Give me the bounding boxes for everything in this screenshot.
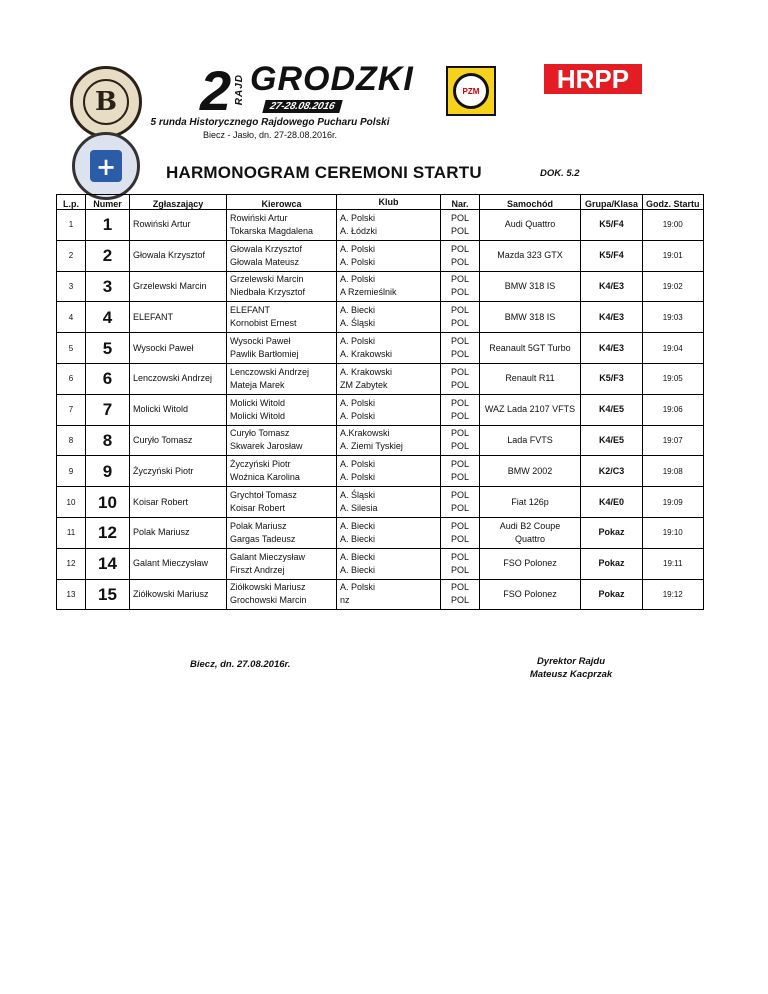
co-driver-nationality: POL bbox=[450, 595, 469, 606]
cell-start-time: 19:02 bbox=[643, 271, 704, 302]
co-driver-name: Mateja Marek bbox=[230, 379, 285, 390]
cell-group-class: K5/F3 bbox=[581, 363, 643, 394]
cell-start-time: 19:09 bbox=[643, 487, 704, 518]
driver-club: A. Biecki bbox=[340, 520, 376, 531]
driver-nationality: POL bbox=[450, 582, 469, 593]
table-row bbox=[57, 487, 704, 518]
driver-nationality: POL bbox=[450, 305, 469, 316]
header-numer: Numer bbox=[86, 195, 130, 210]
co-driver-club: A. Biecki bbox=[340, 564, 376, 575]
cell-clubs bbox=[337, 302, 441, 333]
cell-lp: 9 bbox=[57, 456, 86, 487]
cell-drivers bbox=[227, 271, 337, 302]
driver-name: Grzelewski Marcin bbox=[230, 274, 304, 285]
car-name: Audi B2 Coupe bbox=[499, 520, 561, 531]
cell-drivers bbox=[227, 517, 337, 548]
cell-group-class: Pokaz bbox=[581, 579, 643, 610]
cell-lp: 1 bbox=[57, 210, 86, 241]
co-driver-club: A. Polski bbox=[340, 410, 376, 421]
rescue-cross-icon: + bbox=[90, 150, 122, 182]
cell-group-class: K4/E3 bbox=[581, 333, 643, 364]
rajd-logo-word: RAJD bbox=[234, 74, 245, 106]
cell-clubs bbox=[337, 487, 441, 518]
cell-car bbox=[480, 548, 581, 579]
rajd-grodzki-logo bbox=[200, 59, 414, 122]
document-number: DOK. 5.2 bbox=[540, 168, 580, 179]
cell-start-number: 7 bbox=[86, 394, 130, 425]
cell-drivers bbox=[227, 425, 337, 456]
co-driver-name: Firszt Andrzej bbox=[230, 564, 285, 575]
cell-lp: 2 bbox=[57, 240, 86, 271]
cell-nationality bbox=[441, 210, 480, 241]
header-klub: Klub bbox=[337, 195, 441, 210]
header-lp: L.p. bbox=[57, 195, 86, 210]
cell-group-class: K4/E3 bbox=[581, 302, 643, 333]
car-name: WAZ Lada 2107 VFTS bbox=[484, 404, 576, 415]
co-driver-nationality: POL bbox=[450, 441, 469, 452]
event-location-dates: Biecz - Jasło, dn. 27-28.08.2016r. bbox=[202, 130, 338, 140]
co-driver-club: A. Silesia bbox=[340, 503, 378, 514]
car-name: FSO Polonez bbox=[503, 558, 557, 569]
co-driver-nationality: POL bbox=[450, 533, 469, 544]
cell-group-class: K4/E0 bbox=[581, 487, 643, 518]
cell-car bbox=[480, 302, 581, 333]
co-driver-club: A. Ziemi Tyskiej bbox=[340, 441, 403, 452]
rajd-logo-dates: 27-28.08.2016 bbox=[262, 100, 342, 113]
car-name: FSO Polonez bbox=[503, 588, 557, 599]
signer-name: Mateusz Kacprzak bbox=[529, 669, 613, 680]
cell-entrant: Ziółkowski Mariusz bbox=[130, 579, 227, 610]
table-row bbox=[57, 517, 704, 548]
driver-nationality: POL bbox=[450, 397, 469, 408]
cell-entrant: Galant Mieczysław bbox=[130, 548, 227, 579]
driver-name: Rowiński Artur bbox=[230, 212, 288, 223]
cell-car bbox=[480, 333, 581, 364]
cell-entrant: Lenczowski Andrzej bbox=[130, 363, 227, 394]
pzm-logo bbox=[446, 66, 496, 116]
cell-drivers bbox=[227, 456, 337, 487]
co-driver-name: Głowala Mateusz bbox=[230, 256, 300, 267]
driver-club: A. Biecki bbox=[340, 551, 376, 562]
cell-entrant: Życzyński Piotr bbox=[130, 456, 227, 487]
driver-name: Galant Mieczysław bbox=[230, 551, 306, 562]
co-driver-club: A Rzemieślnik bbox=[340, 287, 397, 298]
driver-name: Wysocki Paweł bbox=[230, 336, 291, 347]
cell-entrant: Curyło Tomasz bbox=[130, 425, 227, 456]
cell-drivers bbox=[227, 548, 337, 579]
cell-start-number: 5 bbox=[86, 333, 130, 364]
cell-clubs bbox=[337, 240, 441, 271]
cell-start-number: 6 bbox=[86, 363, 130, 394]
car-name: Reanault 5GT Turbo bbox=[489, 342, 571, 353]
driver-name: Grychtoł Tomasz bbox=[230, 490, 297, 501]
cell-start-time: 19:07 bbox=[643, 425, 704, 456]
cell-entrant: Molicki Witold bbox=[130, 394, 227, 425]
rajd-logo-name: GRODZKI bbox=[250, 60, 414, 98]
driver-club: A. Polski bbox=[340, 459, 376, 470]
co-driver-club: nz bbox=[340, 595, 350, 606]
table-row bbox=[57, 456, 704, 487]
driver-nationality: POL bbox=[450, 366, 469, 377]
header-kierowca: Kierowca bbox=[227, 195, 337, 210]
cell-clubs bbox=[337, 333, 441, 364]
driver-nationality: POL bbox=[450, 336, 469, 347]
table-row bbox=[57, 548, 704, 579]
cell-nationality bbox=[441, 363, 480, 394]
car-name: Lada FVTS bbox=[507, 434, 553, 445]
rajd-logo-number: 2 bbox=[200, 59, 232, 122]
co-driver-name: Molicki Witold bbox=[230, 410, 286, 421]
driver-club: A. Krakowski bbox=[340, 366, 393, 377]
cell-car bbox=[480, 363, 581, 394]
driver-nationality: POL bbox=[450, 428, 469, 439]
driver-name: Lenczowski Andrzej bbox=[230, 366, 310, 377]
table-row bbox=[57, 363, 704, 394]
cell-start-number: 9 bbox=[86, 456, 130, 487]
cell-start-number: 15 bbox=[86, 579, 130, 610]
cell-drivers bbox=[227, 394, 337, 425]
cell-start-time: 19:11 bbox=[643, 548, 704, 579]
cell-clubs bbox=[337, 456, 441, 487]
cell-group-class: K2/C3 bbox=[581, 456, 643, 487]
cell-car bbox=[480, 487, 581, 518]
cell-entrant: Polak Mariusz bbox=[130, 517, 227, 548]
cell-nationality bbox=[441, 240, 480, 271]
cell-group-class: K4/E5 bbox=[581, 425, 643, 456]
cell-group-class: Pokaz bbox=[581, 548, 643, 579]
cell-start-number: 8 bbox=[86, 425, 130, 456]
driver-name: Polak Mariusz bbox=[230, 520, 287, 531]
hrpp-logo: HRPP bbox=[544, 64, 642, 94]
cell-lp: 11 bbox=[57, 517, 86, 548]
cell-car bbox=[480, 271, 581, 302]
driver-nationality: POL bbox=[450, 520, 469, 531]
cell-drivers bbox=[227, 487, 337, 518]
cell-entrant: Grzelewski Marcin bbox=[130, 271, 227, 302]
cell-start-time: 19:10 bbox=[643, 517, 704, 548]
car-name: Fiat 126p bbox=[511, 496, 549, 507]
cell-group-class: K5/F4 bbox=[581, 240, 643, 271]
co-driver-club: A. Polski bbox=[340, 256, 376, 267]
co-driver-name: Woźnica Karolina bbox=[230, 472, 300, 483]
cell-drivers bbox=[227, 210, 337, 241]
cell-lp: 7 bbox=[57, 394, 86, 425]
table-row bbox=[57, 425, 704, 456]
header-zglaszajacy: Zgłaszający bbox=[130, 195, 227, 210]
co-driver-nationality: POL bbox=[450, 410, 469, 421]
cell-clubs bbox=[337, 394, 441, 425]
header-nar: Nar. bbox=[441, 195, 480, 210]
cell-nationality bbox=[441, 271, 480, 302]
co-driver-club: A. Śląski bbox=[340, 318, 376, 329]
co-driver-name: Skwarek Jarosław bbox=[230, 441, 303, 452]
co-driver-nationality: POL bbox=[450, 379, 469, 390]
document-title: HARMONOGRAM CEREMONI STARTU bbox=[166, 163, 482, 182]
cell-start-time: 19:06 bbox=[643, 394, 704, 425]
driver-nationality: POL bbox=[450, 274, 469, 285]
co-driver-nationality: POL bbox=[450, 349, 469, 360]
cell-entrant: Rowiński Artur bbox=[130, 210, 227, 241]
driver-club: A.Krakowski bbox=[340, 428, 390, 439]
driver-nationality: POL bbox=[450, 490, 469, 501]
car-name-line2: Quattro bbox=[514, 533, 545, 544]
pzm-wheel-icon: PZM bbox=[453, 73, 489, 109]
footer-place-date: Biecz, dn. 27.08.2016r. bbox=[190, 659, 291, 670]
driver-club: A. Biecki bbox=[340, 305, 376, 316]
cell-entrant: Głowala Krzysztof bbox=[130, 240, 227, 271]
cell-start-time: 19:01 bbox=[643, 240, 704, 271]
table-row bbox=[57, 394, 704, 425]
driver-nationality: POL bbox=[450, 459, 469, 470]
co-driver-nationality: POL bbox=[450, 225, 469, 236]
co-driver-nationality: POL bbox=[450, 503, 469, 514]
cell-nationality bbox=[441, 425, 480, 456]
cell-lp: 10 bbox=[57, 487, 86, 518]
cell-lp: 8 bbox=[57, 425, 86, 456]
cell-start-time: 19:03 bbox=[643, 302, 704, 333]
cell-lp: 13 bbox=[57, 579, 86, 610]
cell-nationality bbox=[441, 579, 480, 610]
driver-club: A. Śląski bbox=[340, 490, 376, 501]
cell-group-class: K4/E3 bbox=[581, 271, 643, 302]
table-row bbox=[57, 271, 704, 302]
driver-club: A. Polski bbox=[340, 243, 376, 254]
cell-clubs bbox=[337, 271, 441, 302]
cell-nationality bbox=[441, 548, 480, 579]
co-driver-nationality: POL bbox=[450, 564, 469, 575]
cell-car bbox=[480, 240, 581, 271]
cell-start-time: 19:04 bbox=[643, 333, 704, 364]
event-subtitle: 5 runda Historycznego Rajdowego Pucharu Polski bbox=[150, 117, 390, 128]
driver-nationality: POL bbox=[450, 551, 469, 562]
driver-name: Życzyński Piotr bbox=[230, 459, 291, 470]
cell-nationality bbox=[441, 394, 480, 425]
automobilklub-logo-letter: B bbox=[83, 79, 129, 125]
co-driver-nationality: POL bbox=[450, 256, 469, 267]
car-name: BMW 318 IS bbox=[504, 311, 556, 322]
cell-clubs bbox=[337, 579, 441, 610]
cell-start-number: 3 bbox=[86, 271, 130, 302]
cell-nationality bbox=[441, 456, 480, 487]
co-driver-nationality: POL bbox=[450, 472, 469, 483]
co-driver-name: Koisar Robert bbox=[230, 503, 286, 514]
cell-car bbox=[480, 425, 581, 456]
table-header-row bbox=[57, 195, 704, 210]
co-driver-club: A. Polski bbox=[340, 472, 376, 483]
table-row bbox=[57, 333, 704, 364]
driver-club: A. Polski bbox=[340, 397, 376, 408]
cell-lp: 4 bbox=[57, 302, 86, 333]
header-godz-startu: Godz. Startu bbox=[643, 195, 704, 210]
cell-start-number: 14 bbox=[86, 548, 130, 579]
table-row bbox=[57, 579, 704, 610]
cell-nationality bbox=[441, 302, 480, 333]
cell-drivers bbox=[227, 579, 337, 610]
cell-start-number: 2 bbox=[86, 240, 130, 271]
driver-nationality: POL bbox=[450, 243, 469, 254]
driver-club: A. Polski bbox=[340, 336, 376, 347]
co-driver-name: Gargas Tadeusz bbox=[230, 533, 296, 544]
cell-start-number: 4 bbox=[86, 302, 130, 333]
driver-club: A. Polski bbox=[340, 274, 376, 285]
car-name: Renault R11 bbox=[505, 373, 555, 384]
driver-name: ELEFANT bbox=[230, 305, 271, 316]
cell-car bbox=[480, 579, 581, 610]
cell-clubs bbox=[337, 517, 441, 548]
car-name: Audi Quattro bbox=[504, 219, 556, 230]
cell-lp: 6 bbox=[57, 363, 86, 394]
co-driver-nationality: POL bbox=[450, 318, 469, 329]
car-name: BMW 2002 bbox=[507, 465, 553, 476]
car-name: BMW 318 IS bbox=[504, 280, 556, 291]
cell-start-time: 19:12 bbox=[643, 579, 704, 610]
signer-title: Dyrektor Rajdu bbox=[536, 656, 606, 667]
cell-clubs bbox=[337, 425, 441, 456]
driver-name: Głowala Krzysztof bbox=[230, 243, 303, 254]
table-row bbox=[57, 240, 704, 271]
cell-lp: 12 bbox=[57, 548, 86, 579]
cell-nationality bbox=[441, 333, 480, 364]
cell-nationality bbox=[441, 487, 480, 518]
co-driver-nationality: POL bbox=[450, 287, 469, 298]
cell-car bbox=[480, 456, 581, 487]
cell-car bbox=[480, 517, 581, 548]
co-driver-name: Kornobist Ernest bbox=[230, 318, 297, 329]
header-grupa-klasa: Grupa/Klasa bbox=[581, 195, 643, 210]
cell-group-class: K5/F4 bbox=[581, 210, 643, 241]
cell-group-class: Pokaz bbox=[581, 517, 643, 548]
cell-entrant: Wysocki Paweł bbox=[130, 333, 227, 364]
cell-start-number: 1 bbox=[86, 210, 130, 241]
co-driver-club: A. Biecki bbox=[340, 533, 376, 544]
cell-start-number: 12 bbox=[86, 517, 130, 548]
rescue-club-logo bbox=[72, 132, 140, 200]
co-driver-name: Niedbała Krzysztof bbox=[230, 287, 306, 298]
cell-drivers bbox=[227, 333, 337, 364]
cell-entrant: Koisar Robert bbox=[130, 487, 227, 518]
cell-clubs bbox=[337, 363, 441, 394]
cell-clubs bbox=[337, 548, 441, 579]
driver-name: Molicki Witold bbox=[230, 397, 286, 408]
cell-start-time: 19:08 bbox=[643, 456, 704, 487]
driver-nationality: POL bbox=[450, 212, 469, 223]
driver-name: Ziółkowski Mariusz bbox=[230, 582, 306, 593]
cell-group-class: K4/E5 bbox=[581, 394, 643, 425]
co-driver-club: A. Łódzki bbox=[340, 225, 378, 236]
table-row bbox=[57, 210, 704, 241]
cell-lp: 5 bbox=[57, 333, 86, 364]
car-name: Mazda 323 GTX bbox=[497, 250, 563, 261]
co-driver-club: ZM Zabytek bbox=[340, 379, 388, 390]
cell-start-number: 10 bbox=[86, 487, 130, 518]
start-schedule-table bbox=[56, 194, 704, 610]
driver-name: Curyło Tomasz bbox=[230, 428, 290, 439]
cell-nationality bbox=[441, 517, 480, 548]
cell-clubs bbox=[337, 210, 441, 241]
cell-lp: 3 bbox=[57, 271, 86, 302]
cell-start-time: 19:05 bbox=[643, 363, 704, 394]
header-samochod: Samochód bbox=[480, 195, 581, 210]
driver-club: A. Polski bbox=[340, 212, 376, 223]
co-driver-name: Pawlik Bartłomiej bbox=[230, 349, 299, 360]
cell-drivers bbox=[227, 363, 337, 394]
cell-drivers bbox=[227, 240, 337, 271]
cell-start-time: 19:00 bbox=[643, 210, 704, 241]
co-driver-name: Tokarska Magdalena bbox=[230, 225, 314, 236]
cell-car bbox=[480, 394, 581, 425]
co-driver-club: A. Krakowski bbox=[340, 349, 393, 360]
cell-car bbox=[480, 210, 581, 241]
cell-entrant: ELEFANT bbox=[130, 302, 227, 333]
driver-club: A. Polski bbox=[340, 582, 376, 593]
cell-drivers bbox=[227, 302, 337, 333]
table-row bbox=[57, 302, 704, 333]
co-driver-name: Grochowski Marcin bbox=[230, 595, 307, 606]
